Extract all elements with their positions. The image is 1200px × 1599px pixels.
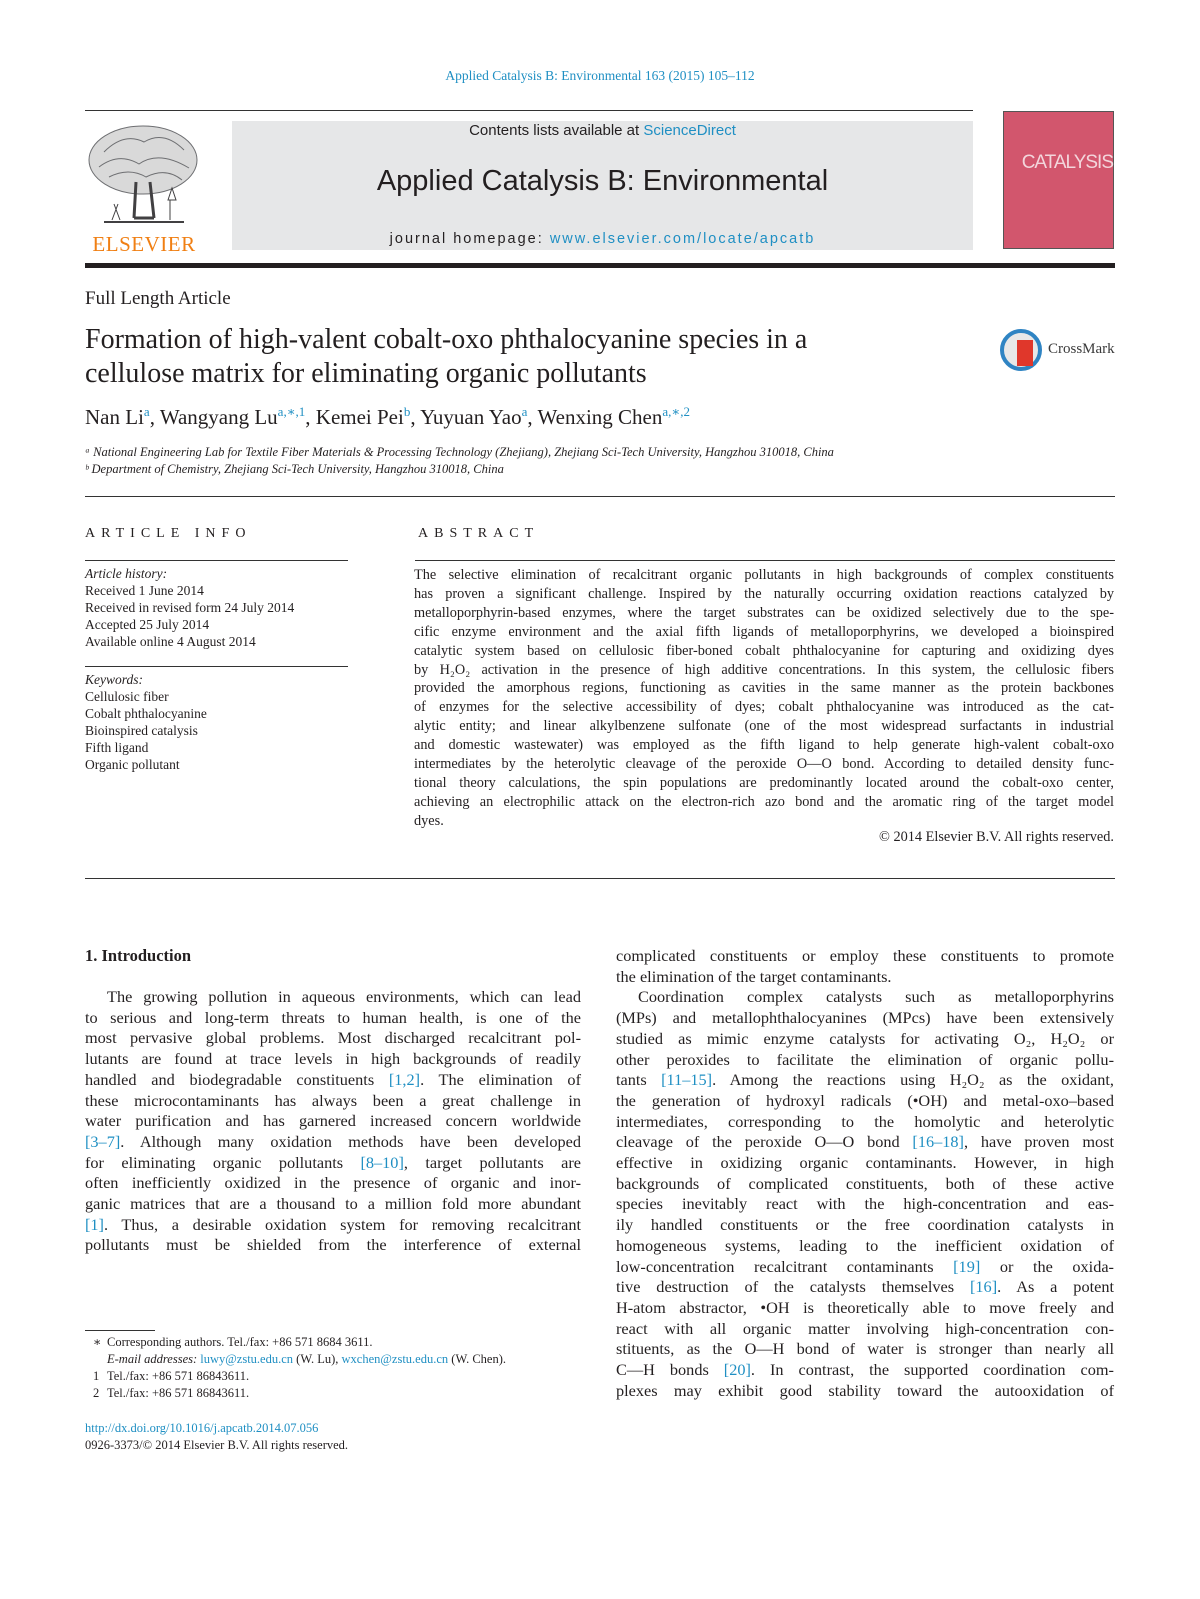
author-name: Wangyang Lu [159, 405, 278, 429]
body-line: homogeneous systems, leading to the inefficient oxidation of [616, 1235, 1114, 1255]
author-separator: , [527, 405, 538, 429]
journal-banner [232, 121, 973, 250]
journal-citation[interactable]: Applied Catalysis B: Environmental 163 (2015) 105–112 [445, 68, 755, 83]
author-affiliation-marker[interactable]: a,∗,1 [277, 404, 306, 419]
keyword-item: Bioinspired catalysis [85, 723, 198, 738]
footnote-corresponding [85, 1334, 506, 1351]
abstract-text [414, 566, 1114, 831]
body-line: these microcontaminants has always been a great challenge in [85, 1090, 581, 1110]
homepage-link[interactable]: www.elsevier.com/locate/apcatb [549, 231, 816, 247]
abstract-rule [415, 560, 1115, 561]
header-thick-rule [85, 263, 1115, 268]
author-name: Yuyuan Yao [420, 405, 522, 429]
author-name: Kemei Pei [315, 405, 404, 429]
body-line: handled and biodegradable constituents [1,2]. The elimination of [85, 1069, 581, 1089]
elsevier-logo[interactable] [84, 122, 204, 254]
abstract-line: alytic entity; and linear alkylbenzene sulfonate (one of the most widespread surfactants in industrial [414, 718, 1114, 735]
abstract-line: dyes. [414, 812, 444, 829]
crossmark-label: CrossMark [1048, 341, 1115, 357]
body-line: Coordination complex catalysts such as metalloporphyrins [638, 987, 1114, 1007]
body-line: lutants are found at trace levels in high backgrounds of readily [85, 1049, 581, 1069]
footnote-mark: 1 [93, 1369, 100, 1383]
issn-line: 0926-3373/© 2014 Elsevier B.V. All rights reserved. [85, 1438, 349, 1452]
article-title [85, 323, 975, 391]
body-line: effective in oxidizing organic contaminants. However, in high [616, 1153, 1114, 1173]
abstract-line: achieving an electrophilic attack on the electron-rich azo bond and the aromatic ring of the target model [414, 793, 1114, 810]
body-line: (MPs) and metallophthalocyanines (MPcs) have been extensively [616, 1008, 1114, 1028]
abstract-line: and domestic wastewater) was employed as the fifth ligand to help generate high-valent cobalt-oxo [414, 737, 1114, 754]
body-line: the generation of hydroxyl radicals (•OH) and metal-oxo–based [616, 1090, 1114, 1110]
body-line: water purification and has garnered increased concern worldwide [85, 1111, 581, 1131]
section-heading-introduction: 1. Introduction [85, 946, 192, 965]
keyword-item: Cobalt phthalocyanine [85, 706, 207, 721]
body-line: low-concentration recalcitrant contaminants [19] or the oxida- [616, 1256, 1114, 1276]
keywords-label: Keywords: [85, 672, 143, 687]
keywords-rule [85, 666, 348, 667]
crossmark-icon [1000, 329, 1042, 371]
journal-homepage [232, 231, 973, 247]
abstract-line: of enzymes for the selective accessibility of dyes; cobalt phthalocyanine was introduced as the cat- [414, 699, 1114, 716]
crossmark-badge[interactable] [1000, 329, 1120, 375]
body-line: C—H bonds [20]. In contrast, the supported coordination com- [616, 1360, 1114, 1380]
footnotes [85, 1334, 506, 1402]
author-separator: , [149, 405, 160, 429]
footnote-rule [85, 1330, 155, 1331]
author-name: Nan Li [85, 405, 144, 429]
body-line: The growing pollution in aqueous environments, which can lead [107, 987, 581, 1006]
abstract-line: metalloporphyrin-based enzymes, where the target substrates can be oxidized selectively due to the spe- [414, 604, 1114, 621]
author-name: Wenxing Chen [537, 405, 663, 429]
footnote-text: Corresponding authors. Tel./fax: +86 571 8684 3611. [107, 1335, 373, 1349]
body-right-column [616, 946, 1114, 1401]
author-separator: , [410, 405, 421, 429]
article-info-heading: ARTICLE INFO [85, 526, 252, 541]
keyword-item: Fifth ligand [85, 740, 149, 755]
abstract-line: by H₂O₂ activation in the presence of high additive concentrations. In this system, the cellulosic fibers [414, 661, 1114, 678]
affiliation-b: ᵇ Department of Chemistry, Zhejiang Sci-Tech University, Hangzhou 310018, China [85, 462, 504, 476]
abstract-copyright: © 2014 Elsevier B.V. All rights reserved. [879, 829, 1114, 845]
body-line: species inevitably react with the high-concentration and eas- [616, 1194, 1114, 1214]
sciencedirect-link[interactable]: ScienceDirect [643, 122, 736, 139]
author-affiliation-marker[interactable]: a,∗,2 [662, 404, 690, 419]
history-item: Received 1 June 2014 [85, 583, 204, 598]
article-type: Full Length Article [85, 288, 231, 309]
abstract-line: The selective elimination of recalcitrant organic pollutants in high backgrounds of complex constituents [414, 567, 1114, 583]
footnote-mark: ∗ [93, 1335, 102, 1349]
email-link-chen[interactable]: wxchen@zstu.edu.cn [341, 1352, 449, 1366]
title-line-2: cellulose matrix for eliminating organic pollutants [85, 358, 647, 389]
doi-link[interactable]: http://dx.doi.org/10.1016/j.apcatb.2014.07.056 [85, 1421, 319, 1435]
body-line: for eliminating organic pollutants [8–10], target pollutants are [85, 1152, 581, 1172]
tree-icon [84, 122, 202, 230]
header-rule [85, 110, 973, 111]
footnote-2 [85, 1385, 506, 1402]
affiliation-a: ᵃ National Engineering Lab for Textile Fiber Materials & Processing Technology (Zhejiang), Zhejiang Sci-Tech University, Hangzhou 310018, China [85, 445, 834, 459]
body-line: pollutants must be shielded from the interference of external [85, 1235, 581, 1255]
footnote-emails [85, 1351, 506, 1368]
cover-title: CATALYSIS [1021, 152, 1113, 173]
doi-block [85, 1420, 348, 1454]
email-label: E-mail addresses: [107, 1352, 201, 1366]
contents-prefix: Contents lists available at [469, 122, 644, 139]
author-affiliation-marker[interactable]: a [143, 404, 150, 419]
email-owner: (W. Chen). [448, 1352, 507, 1366]
body-line: studied as mimic enzyme catalysts for activating O₂, H₂O₂ or [616, 1028, 1114, 1048]
footnote-1 [85, 1368, 506, 1385]
body-line: stituents, as the O—H bond of water is stronger than nearly all [616, 1339, 1114, 1359]
abstract-line: intermediates by the heterolytic cleavage of the peroxide O—O bond. According to detailed density func- [414, 756, 1114, 773]
body-line: the elimination of the target contaminants. [616, 966, 892, 986]
abstract-heading: ABSTRACT [418, 526, 540, 541]
body-line: plexes may exhibit good stability toward the autooxidation of [616, 1380, 1114, 1400]
abstract-line: provided the amorphous regions, functioning as cavities in the same manner as the protein backbones [414, 680, 1114, 697]
keyword-item: Organic pollutant [85, 757, 180, 772]
divider-top [85, 496, 1115, 497]
body-line: H-atom abstractor, •OH is theoretically able to move freely and [616, 1297, 1114, 1317]
journal-cover-thumbnail[interactable] [1003, 111, 1114, 249]
body-line: intermediates, corresponding to the homolytic and heterolytic [616, 1111, 1114, 1131]
body-line: most pervasive global problems. Most discharged recalcitrant pol- [85, 1028, 581, 1048]
body-line: complicated constituents or employ these constituents to promote [616, 946, 1114, 965]
body-line: tants [11–15]. Among the reactions using H₂O₂ as the oxidant, [616, 1070, 1114, 1090]
author-affiliation-marker[interactable]: a [521, 404, 528, 419]
email-owner: (W. Lu), [293, 1352, 342, 1366]
body-line: other peroxides to facilitate the elimination of organic pollu- [616, 1049, 1114, 1069]
history-label: Article history: [85, 566, 168, 581]
body-line: ganic matrices that are a thousand to a million fold more abundant [85, 1194, 581, 1214]
abstract-line: tional theory calculations, the spin populations are predominantly located around the cobalt-oxo center, [414, 774, 1114, 791]
history-item: Accepted 25 July 2014 [85, 617, 210, 632]
body-line: ily handled constituents or the free coordination catalysts in [616, 1215, 1114, 1235]
footnote-mark: 2 [93, 1386, 100, 1400]
email-link-lu[interactable]: luwy@zstu.edu.cn [200, 1352, 294, 1366]
homepage-prefix: journal homepage: [389, 231, 550, 247]
footnote-text: Tel./fax: +86 571 86843611. [107, 1369, 250, 1383]
journal-title: Applied Catalysis B: Environmental [376, 165, 829, 197]
contents-line [232, 122, 973, 139]
body-line: cleavage of the peroxide O—O bond [16–18], have proven most [616, 1132, 1114, 1152]
abstract-line: cific enzyme environment and the axial fifth ligands of metalloporphyrins, we developed a bioinspired [414, 623, 1114, 640]
abstract-line: has proven a significant challenge. Inspired by the naturally occurring oxidation reactions catalyzed by [414, 585, 1114, 602]
author-affiliation-marker[interactable]: b [403, 404, 411, 419]
divider-bottom [85, 878, 1115, 879]
author-separator: , [305, 405, 316, 429]
body-line: tive destruction of the catalysts themselves [16]. As a potent [616, 1277, 1114, 1297]
body-line: to serious and long-term threats to human health, is one of the [85, 1007, 581, 1027]
author-list [85, 404, 690, 430]
keywords [85, 671, 207, 773]
keyword-item: Cellulosic fiber [85, 689, 169, 704]
body-line: often inefficiently oxidized in the presence of organic and inor- [85, 1173, 581, 1193]
body-line: [3–7]. Although many oxidation methods have been developed [85, 1131, 581, 1151]
article-info-rule [85, 560, 348, 561]
body-line: react with all organic matter involving high-concentration con- [616, 1318, 1114, 1338]
history-item: Available online 4 August 2014 [85, 634, 256, 649]
body-left-column [85, 987, 581, 1256]
body-line: [1]. Thus, a desirable oxidation system for removing recalcitrant [85, 1214, 581, 1234]
history-item: Received in revised form 24 July 2014 [85, 600, 295, 615]
body-line: backgrounds of complicated constituents, both of these active [616, 1173, 1114, 1193]
article-history [85, 565, 294, 650]
abstract-line: catalytic system based on cellulosic fiber-boned cobalt phthalocyanine for capturing and oxidizing dyes [414, 642, 1114, 659]
footnote-text: Tel./fax: +86 571 86843611. [107, 1386, 250, 1400]
title-line-1: Formation of high-valent cobalt-oxo phthalocyanine species in a [85, 324, 808, 355]
elsevier-wordmark: ELSEVIER [92, 232, 196, 256]
